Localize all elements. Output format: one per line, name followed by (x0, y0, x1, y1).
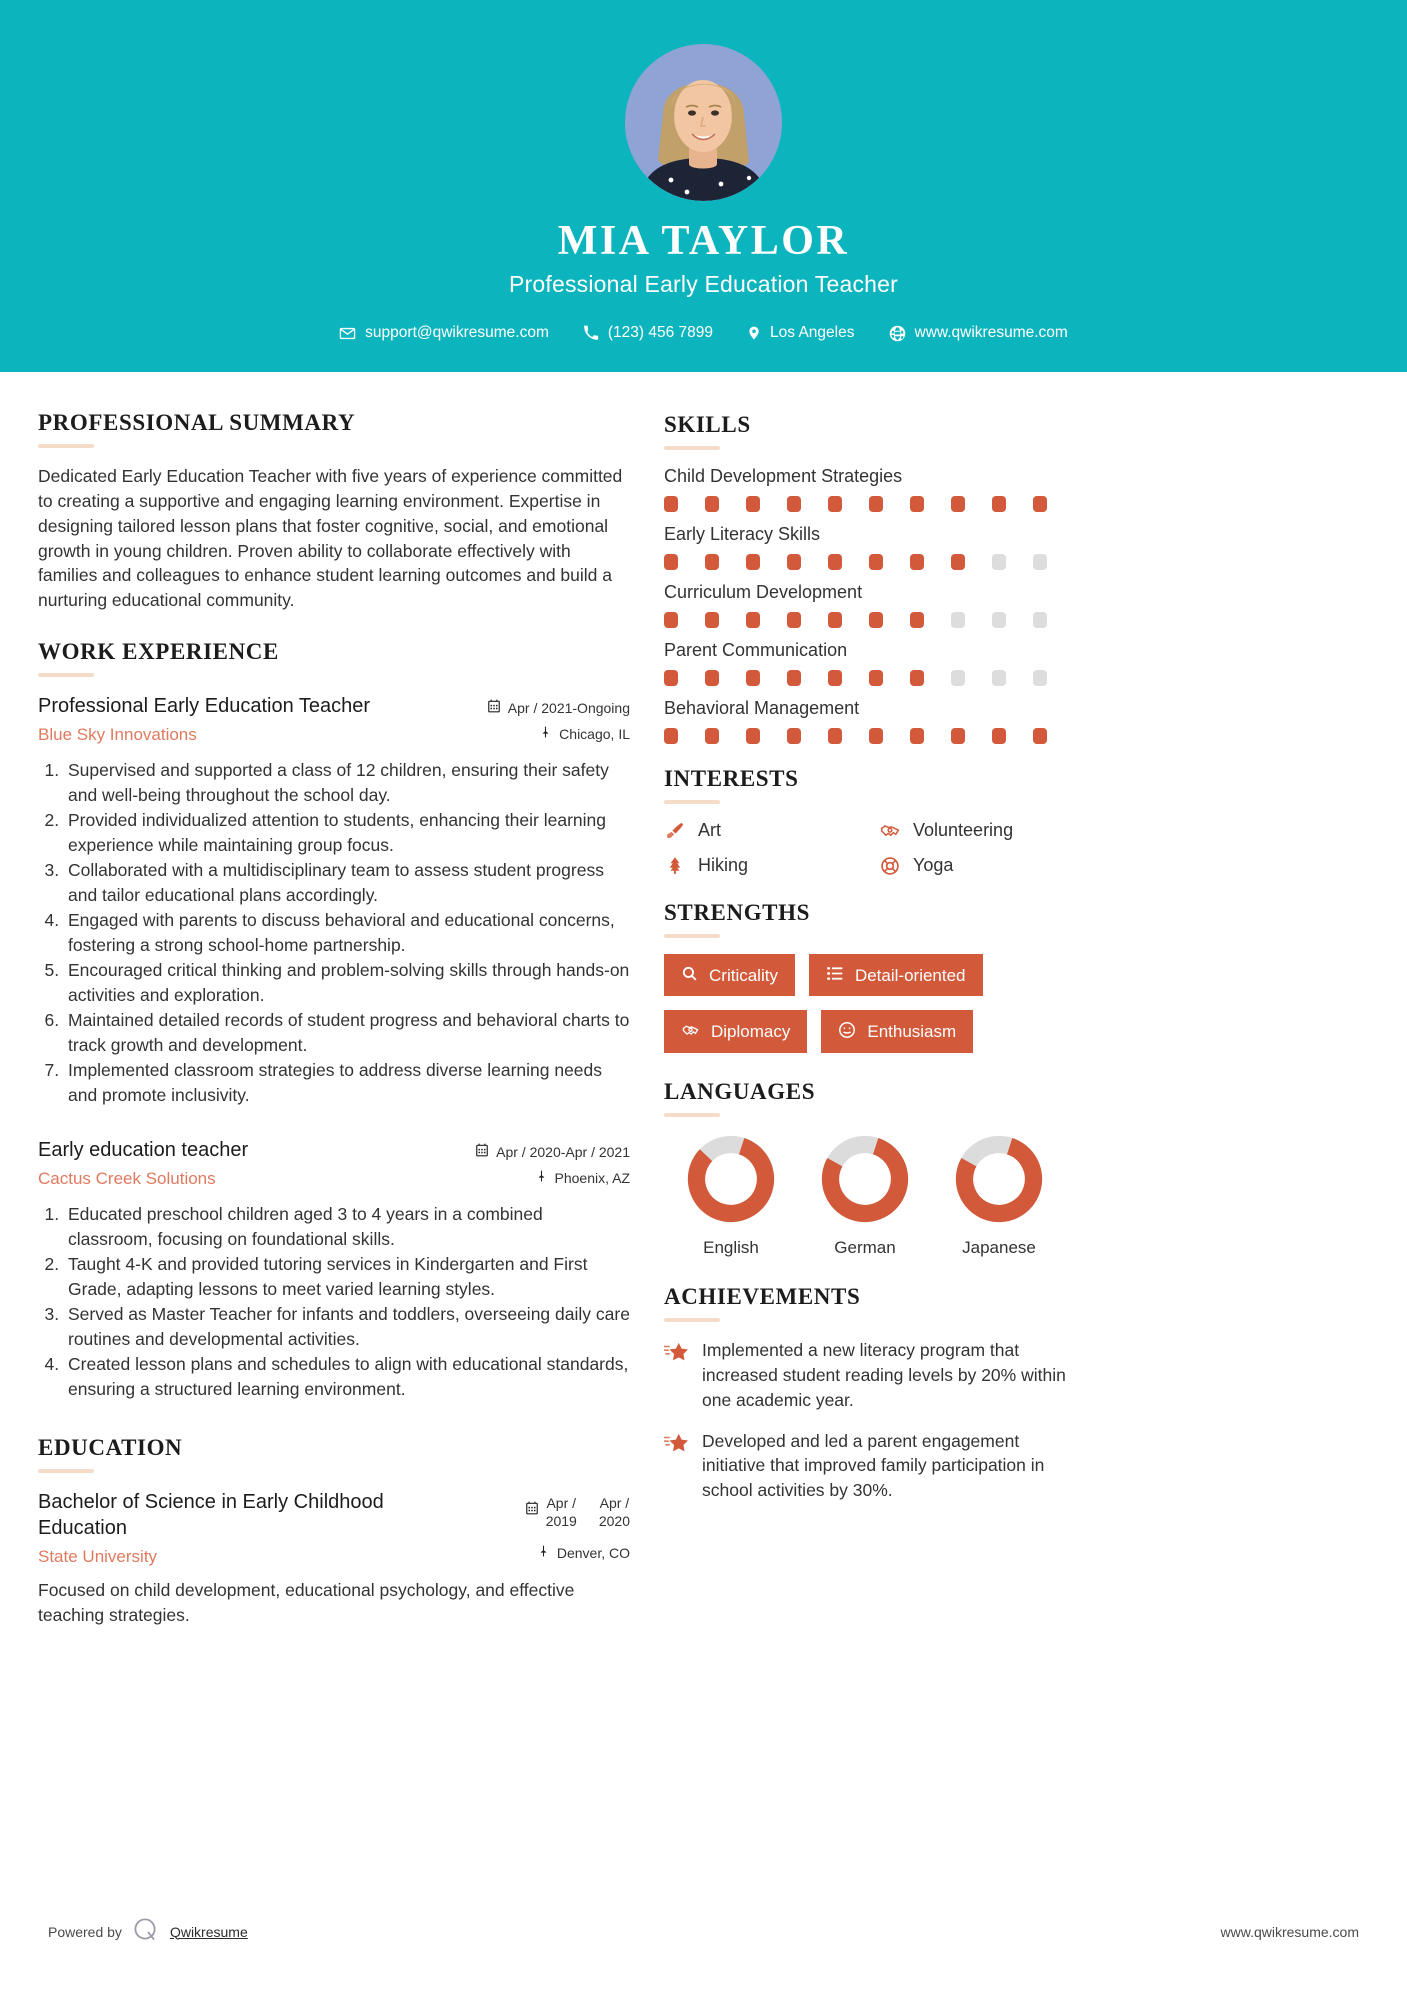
skill-dot-filled (828, 612, 842, 628)
qwikresume-brand-link[interactable]: Qwikresume (169, 1923, 248, 1940)
skill-name: Behavioral Management (664, 698, 860, 719)
work-bullet: 3. Collaborated with a multidisciplinary team to assess student progress and tailor educational plans accordingly. (64, 858, 630, 907)
section-title-skills: SKILLS (664, 412, 751, 438)
section-rule (664, 800, 720, 804)
skill-dot-empty (992, 554, 1006, 570)
work-bullet: 2. Provided individualized attention to students, enhancing their learning experience while maintaining group focus. (64, 808, 630, 857)
skill-dot-filled (910, 496, 924, 512)
section-rule (664, 446, 720, 450)
education-entry-head (38, 1489, 630, 1568)
strength-chip-detail-oriented[interactable] (809, 954, 983, 996)
skill-dot-filled (869, 496, 883, 512)
work-bullet: 1. Educated preschool children aged 3 to 4 years in a combined classroom, focusing on foundational skills. (64, 1202, 630, 1251)
work-date-line (470, 1143, 630, 1160)
section-rule (664, 1318, 720, 1322)
education-date-pair (546, 1495, 630, 1530)
section-title-work: WORK EXPERIENCE (38, 639, 279, 665)
work-meta (470, 1137, 630, 1186)
skill-dot-filled (869, 728, 883, 744)
map-pin-icon (537, 1544, 550, 1561)
section-interests (664, 766, 1084, 876)
language-donut (953, 1133, 1045, 1225)
map-pin-icon (539, 725, 552, 742)
skill-dot-filled (746, 496, 760, 512)
strength-chip-criticality[interactable] (664, 954, 795, 996)
strength-label: Criticality (709, 965, 778, 985)
interest-item (879, 820, 1084, 841)
interest-item (664, 855, 869, 876)
work-location-line (470, 725, 630, 742)
education-entry-left (38, 1489, 470, 1568)
skill-dot-filled (910, 728, 924, 744)
skill-dot-filled (787, 670, 801, 686)
skill-dot-filled (951, 554, 965, 570)
contact-location[interactable] (730, 324, 871, 342)
interest-label: Yoga (913, 855, 954, 876)
work-entry-head (38, 693, 630, 746)
footer-website[interactable]: www.qwikresume.com (1220, 1923, 1359, 1940)
education-location: Denver, CO (556, 1544, 630, 1561)
globe-icon (889, 325, 906, 342)
calendar-icon (525, 1495, 539, 1518)
skill-dot-empty (1033, 670, 1047, 686)
skill-row (664, 466, 1084, 512)
achievement-text: Implemented a new literacy program that increased student reading levels by 20% within one academic year. (702, 1340, 1066, 1410)
qwikresume-logo-icon (133, 1917, 159, 1946)
skill-rating (664, 496, 1084, 512)
work-bullet: 3. Served as Master Teacher for infants and toddlers, overseeing daily care routines and developmental activities. (64, 1302, 630, 1351)
education-date-end-month: Apr / (599, 1495, 630, 1512)
page-title: MIA TAYLOR (557, 218, 850, 264)
achievement-text: Developed and led a parent engagement initiative that improved family participation in school activities by 30%. (702, 1430, 1045, 1501)
contact-location-value: Los Angeles (770, 324, 855, 342)
skill-dot-empty (992, 670, 1006, 686)
skill-dot-filled (828, 670, 842, 686)
strength-label: Diplomacy (711, 1022, 791, 1042)
skill-dot-filled (705, 554, 719, 570)
calendar-icon (487, 699, 501, 716)
education-date-end-year: 2020 (598, 1512, 630, 1529)
skill-dot-empty (1033, 554, 1047, 570)
skill-dot-filled (705, 728, 719, 744)
skill-dot-filled (746, 554, 760, 570)
skill-name: Child Development Strategies (664, 466, 903, 487)
strength-chip-diplomacy[interactable] (664, 1010, 807, 1053)
strengths-list (664, 954, 1084, 1053)
work-entry-left (38, 693, 470, 746)
skill-dot-filled (746, 612, 760, 628)
education-meta (470, 1489, 630, 1561)
star-badge-icon (664, 1338, 688, 1368)
skills-list (664, 466, 1084, 744)
resume-header (0, 0, 1407, 372)
language-label: Japanese (962, 1238, 1036, 1258)
work-location: Chicago, IL (559, 725, 630, 742)
map-pin-icon (535, 1169, 548, 1186)
interest-item (879, 855, 1084, 876)
skill-rating (664, 670, 1084, 686)
work-location-line (470, 1169, 630, 1186)
work-role: Professional Early Education Teacher (38, 695, 371, 718)
skill-name: Early Literacy Skills (664, 524, 821, 545)
search-icon (681, 965, 698, 985)
section-rule (664, 934, 720, 938)
list-icon (826, 965, 844, 985)
section-work-experience (38, 639, 630, 1401)
contact-email-value: support@qwikresume.com (365, 324, 549, 342)
skill-rating (664, 612, 1084, 628)
language-donut (685, 1133, 777, 1225)
section-title-achievements: ACHIEVEMENTS (664, 1284, 861, 1310)
paintbrush-icon (664, 821, 686, 841)
section-languages (664, 1079, 1084, 1258)
content-columns (0, 372, 1407, 1636)
contact-email[interactable] (322, 324, 566, 342)
education-description: Focused on child development, educational psychology, and effective teaching strategies. (38, 1580, 575, 1626)
skill-dot-filled (910, 612, 924, 628)
skill-dot-filled (787, 554, 801, 570)
education-date-end (599, 1495, 630, 1530)
skill-dot-filled (746, 670, 760, 686)
skill-dot-filled (910, 670, 924, 686)
section-title-summary: PROFESSIONAL SUMMARY (38, 410, 356, 436)
section-rule (38, 444, 94, 448)
language-item (932, 1133, 1066, 1258)
calendar-icon (475, 1143, 489, 1160)
language-label: German (834, 1238, 896, 1258)
skill-dot-filled (705, 612, 719, 628)
work-role: Early education teacher (38, 1139, 249, 1162)
skill-dot-filled (664, 496, 678, 512)
section-title-strengths: STRENGTHS (664, 900, 811, 926)
interest-label: Hiking (698, 855, 749, 876)
interests-grid (664, 820, 1084, 876)
skill-dot-filled (869, 612, 883, 628)
skill-row (664, 640, 1084, 686)
contact-row (0, 324, 1407, 342)
achievement-item (664, 1338, 1084, 1413)
language-item (798, 1133, 932, 1258)
lifebuoy-icon (879, 856, 901, 876)
avatar-photo (625, 44, 782, 201)
strength-chip-enthusiasm[interactable] (821, 1010, 973, 1053)
work-bullet: 2. Taught 4-K and provided tutoring services in Kindergarten and First Grade, adapting lessons to meet varied learning styles. (64, 1252, 630, 1301)
skill-dot-filled (869, 670, 883, 686)
work-location: Phoenix, AZ (554, 1169, 630, 1186)
work-meta (470, 693, 630, 742)
skill-dot-filled (787, 496, 801, 512)
skill-dot-filled (705, 496, 719, 512)
phone-icon (583, 325, 599, 341)
work-date: Apr / 2021-Ongoing (507, 699, 630, 716)
section-title-education: EDUCATION (38, 1435, 183, 1461)
work-bullets (38, 758, 630, 1107)
work-bullet: 4. Created lesson plans and schedules to align with educational standards, ensuring a structured learning environment. (64, 1352, 630, 1401)
work-bullet: 7. Implemented classroom strategies to address diverse learning needs and promote inclusivity. (64, 1058, 630, 1107)
education-date-start (546, 1495, 577, 1530)
contact-website[interactable] (872, 324, 1085, 342)
section-rule (38, 1469, 94, 1473)
skill-rating (664, 728, 1084, 744)
skill-dot-empty (951, 670, 965, 686)
skill-dot-empty (992, 612, 1006, 628)
section-title-interests: INTERESTS (664, 766, 799, 792)
language-item (664, 1133, 798, 1258)
work-entry-left (38, 1137, 470, 1190)
powered-by-label: Powered by (48, 1923, 122, 1940)
education-date-start-month: Apr / (546, 1495, 577, 1512)
skill-dot-filled (746, 728, 760, 744)
skill-dot-filled (1033, 728, 1047, 744)
work-bullet: 5. Encouraged critical thinking and problem-solving skills through hands-on activities and exploration. (64, 958, 630, 1007)
education-school: State University (38, 1547, 158, 1567)
skill-dot-filled (992, 728, 1006, 744)
skill-dot-filled (828, 728, 842, 744)
achievement-item (664, 1429, 1084, 1504)
right-column (664, 410, 1084, 1519)
job-title: Professional Early Education Teacher (508, 271, 899, 298)
section-achievements (664, 1284, 1084, 1503)
work-entry-head (38, 1137, 630, 1190)
section-title-languages: LANGUAGES (664, 1079, 816, 1105)
interest-item (664, 820, 869, 841)
smiley-icon (838, 1021, 856, 1042)
skill-dot-filled (1033, 496, 1047, 512)
skill-dot-empty (951, 612, 965, 628)
skill-dot-filled (705, 670, 719, 686)
star-badge-icon (664, 1429, 688, 1459)
skill-dot-filled (664, 728, 678, 744)
education-location-line (470, 1544, 630, 1561)
tree-icon (664, 855, 686, 876)
skill-name: Parent Communication (664, 640, 848, 661)
skill-dot-filled (664, 554, 678, 570)
skill-dot-filled (910, 554, 924, 570)
education-entry (38, 1489, 630, 1628)
powered-by (48, 1917, 248, 1946)
skill-dot-filled (828, 496, 842, 512)
work-date-line (470, 699, 630, 716)
contact-website-value: www.qwikresume.com (914, 324, 1068, 342)
contact-phone[interactable] (566, 324, 730, 342)
work-company: Blue Sky Innovations (38, 725, 197, 745)
skill-dot-filled (869, 554, 883, 570)
location-pin-icon (747, 324, 761, 342)
section-education (38, 1435, 630, 1628)
summary-text: Dedicated Early Education Teacher with five years of experience committed to creating a supportive and engaging learning environment. Expertise in designing tailored lesson plans that foster cognitive, social, and emotional growth in young children. Proven ability to collaborate effectively with families and colleagues to enhance student learning outcomes and build a nurturing educational community. (38, 466, 623, 611)
section-strengths (664, 900, 1084, 1053)
skill-row (664, 698, 1084, 744)
work-entry (38, 1137, 630, 1401)
work-date: Apr / 2020-Apr / 2021 (496, 1143, 630, 1160)
skill-row (664, 582, 1084, 628)
work-bullet: 4. Engaged with parents to discuss behavioral and educational concerns, fostering a strong school-home partnership. (64, 908, 630, 957)
language-label: English (703, 1238, 759, 1258)
skill-dot-filled (664, 670, 678, 686)
section-rule (664, 1113, 720, 1117)
skill-dot-filled (787, 728, 801, 744)
language-donut (819, 1133, 911, 1225)
envelope-icon (339, 325, 356, 342)
avatar (625, 44, 782, 201)
section-skills (664, 412, 1084, 744)
work-bullet: 1. Supervised and supported a class of 12 children, ensuring their safety and well-being throughout the school day. (64, 758, 630, 807)
skill-rating (664, 554, 1084, 570)
handshake-icon (681, 1022, 700, 1042)
page-footer (0, 1917, 1407, 1946)
interest-label: Art (698, 820, 722, 841)
work-bullet: 6. Maintained detailed records of student progress and behavioral charts to track growth and development. (64, 1008, 630, 1057)
section-rule (38, 673, 94, 677)
education-date-start-year: 2019 (545, 1512, 577, 1529)
strength-label: Enthusiasm (867, 1022, 957, 1042)
education-date-line (470, 1495, 630, 1530)
section-professional-summary (38, 410, 630, 613)
skill-name: Curriculum Development (664, 582, 863, 603)
education-degree: Bachelor of Science in Early Childhood Education (38, 1491, 384, 1540)
work-entry (38, 693, 630, 1107)
skill-dot-filled (951, 728, 965, 744)
skill-dot-filled (992, 496, 1006, 512)
strength-label: Detail-oriented (854, 965, 966, 985)
skill-dot-filled (664, 612, 678, 628)
left-column (38, 410, 630, 1636)
skill-dot-filled (828, 554, 842, 570)
work-bullets (38, 1202, 630, 1401)
handshake-icon (879, 821, 901, 841)
skill-dot-empty (1033, 612, 1047, 628)
skill-dot-filled (951, 496, 965, 512)
languages-list (664, 1133, 1084, 1258)
contact-phone-value: (123) 456 7899 (607, 324, 714, 342)
work-company: Cactus Creek Solutions (38, 1169, 216, 1189)
skill-row (664, 524, 1084, 570)
skill-dot-filled (787, 612, 801, 628)
interest-label: Volunteering (913, 820, 1014, 841)
